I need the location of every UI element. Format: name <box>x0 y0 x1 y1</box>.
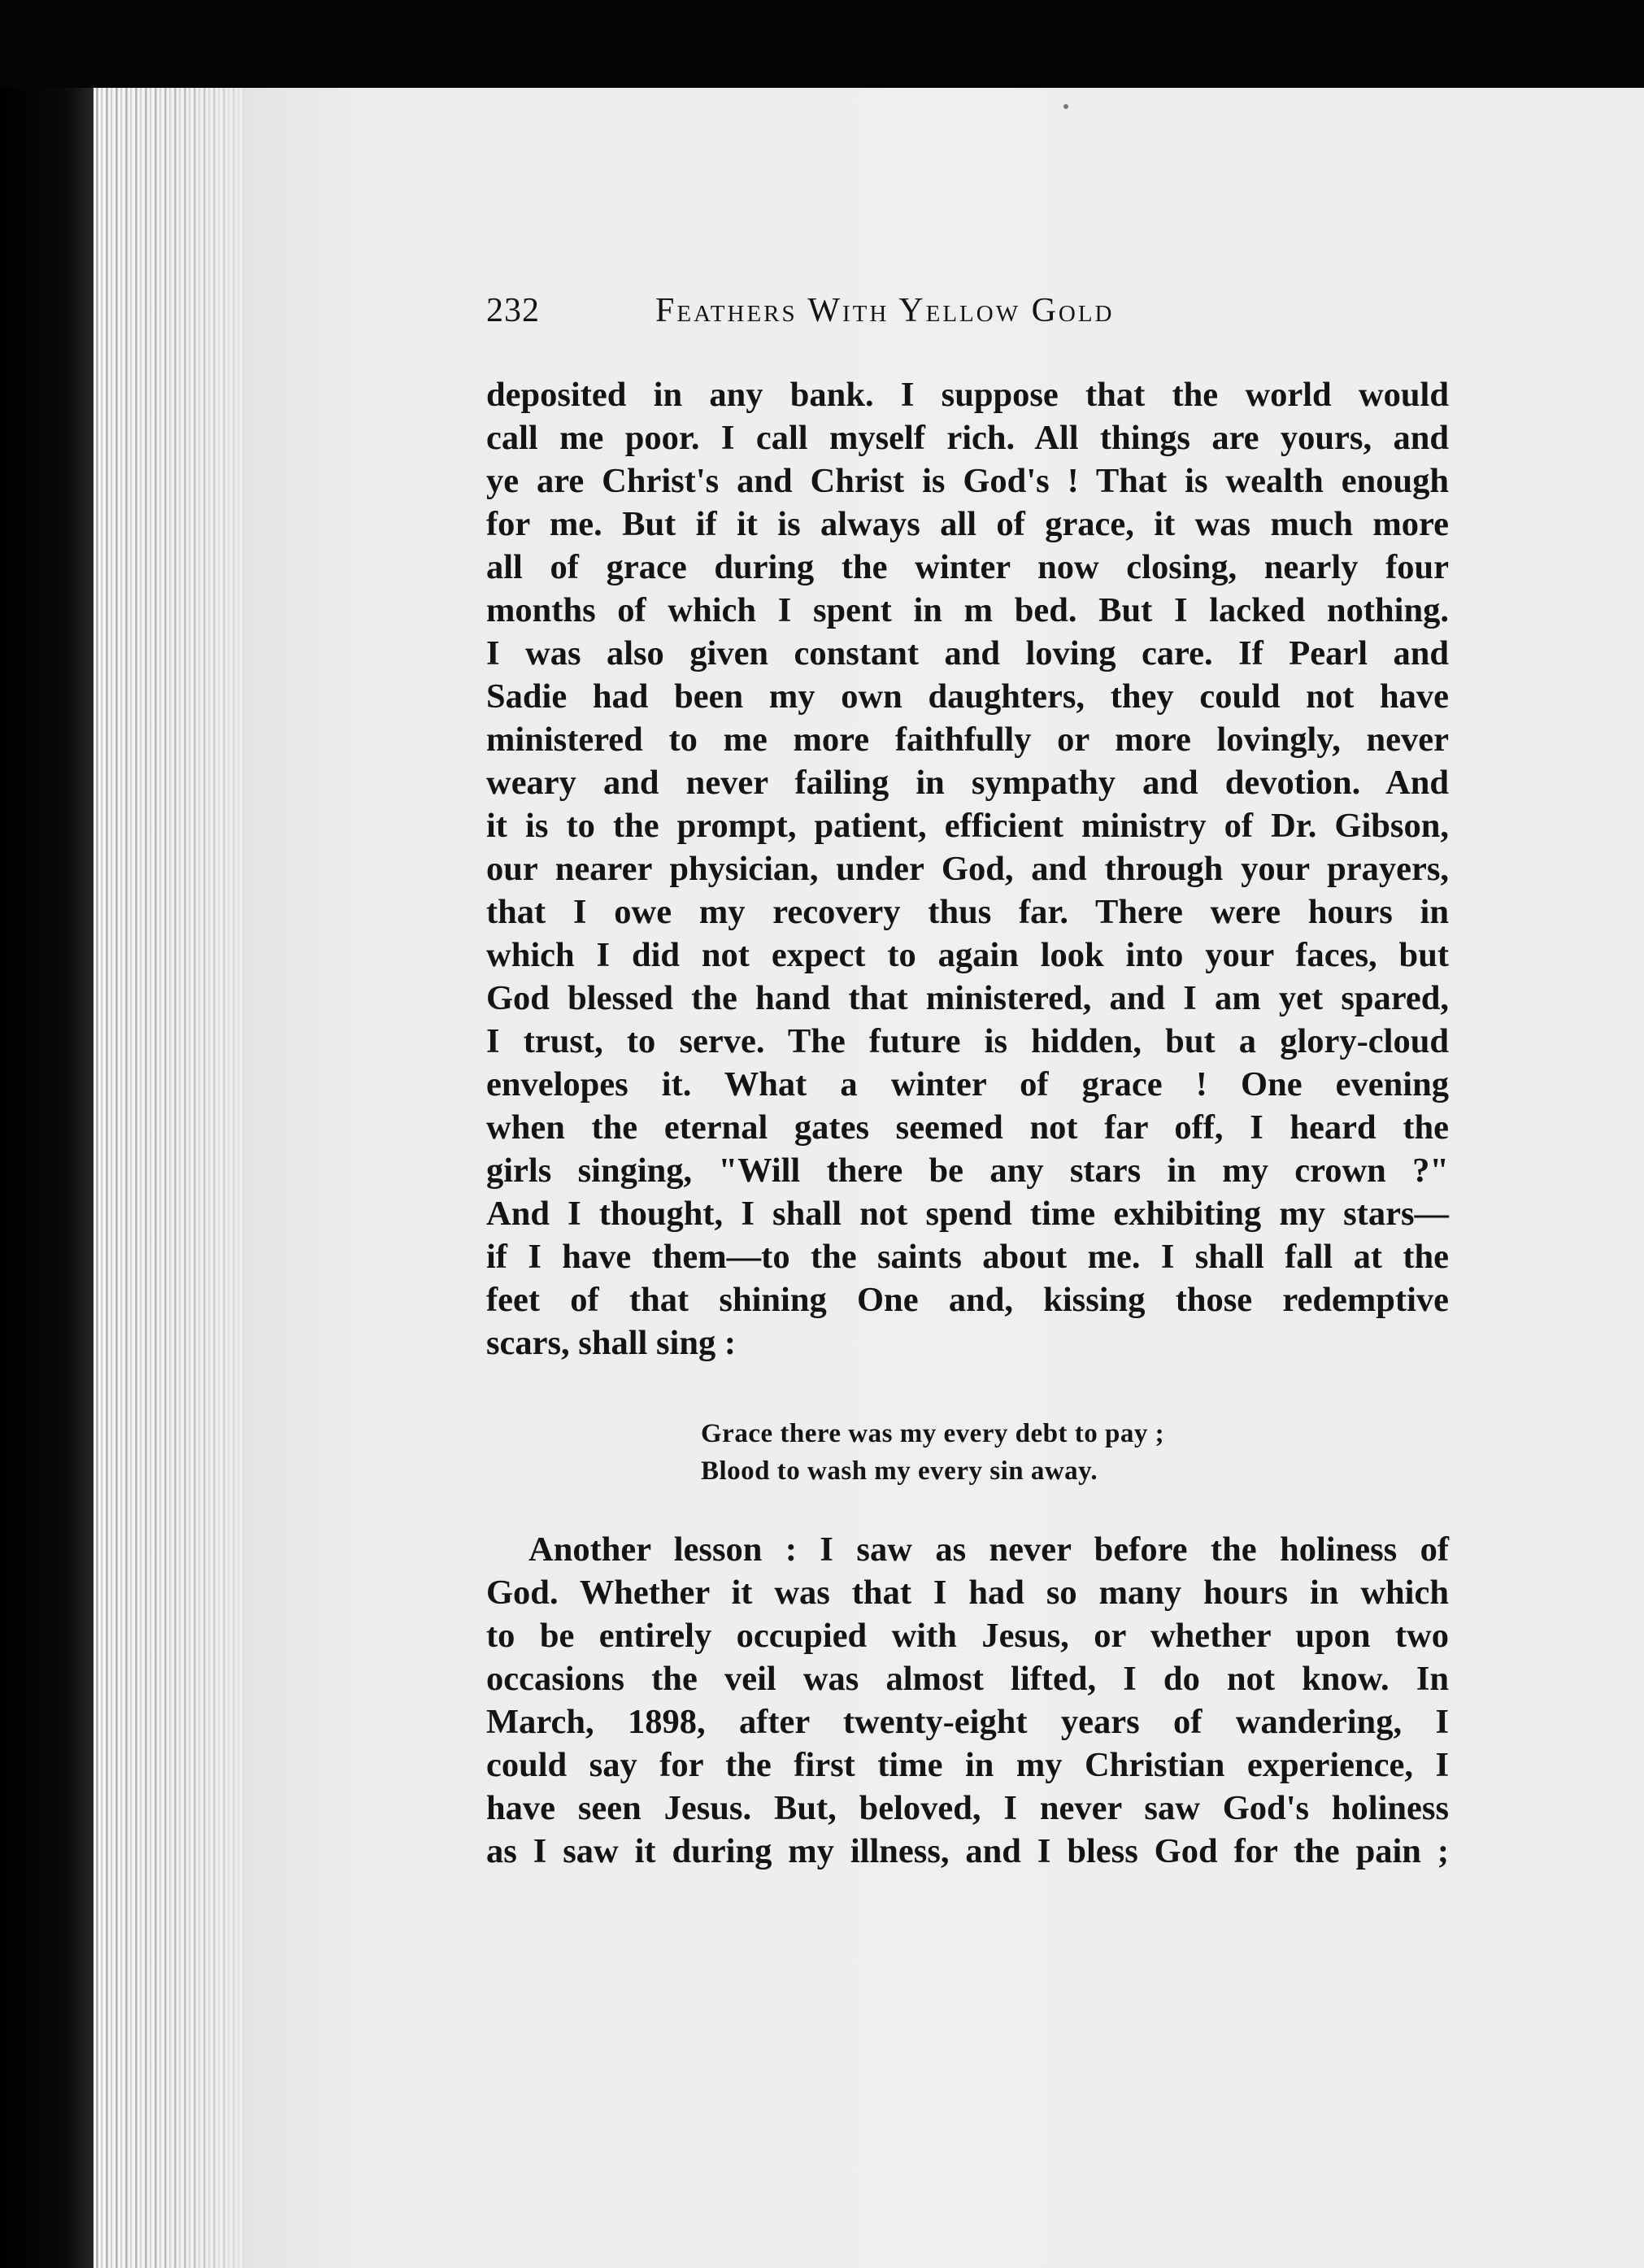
page-stack-shading <box>94 88 256 2268</box>
verse-line: Blood to wash my every sin away. <box>701 1456 1098 1486</box>
body-line: all of grace during the winter now closing, nearly four <box>486 548 1449 586</box>
body-line: could say for the first time in my Christian experience, I <box>486 1746 1449 1784</box>
body-line: God. Whether it was that I had so many hours in which <box>486 1574 1449 1612</box>
body-line: when the eternal gates seemed not far off, I heard the <box>486 1108 1449 1147</box>
body-line: as I saw it during my illness, and I bless God for the pain ; <box>486 1832 1449 1870</box>
body-line: call me poor. I call myself rich. All things are yours, and <box>486 419 1449 457</box>
verse-line: Grace there was my every debt to pay ; <box>701 1419 1165 1448</box>
body-line: envelopes it. What a winter of grace ! One evening <box>486 1065 1449 1104</box>
body-line: if I have them—to the saints about me. I shall fall at the <box>486 1238 1449 1276</box>
body-line: Sadie had been my own daughters, they could not have <box>486 677 1449 716</box>
body-line: scars, shall sing : <box>486 1324 736 1362</box>
body-line: ministered to me more faithfully or more lovingly, never <box>486 720 1449 759</box>
body-line: for me. But if it is always all of grace, it was much more <box>486 505 1449 543</box>
body-line: I trust, to serve. The future is hidden, but a glory-cloud <box>486 1022 1449 1060</box>
body-line: to be entirely occupied with Jesus, or whether upon two <box>486 1617 1449 1655</box>
body-line: Another lesson : I saw as never before the holiness of <box>528 1530 1449 1569</box>
body-line: And I thought, I shall not spend time exhibiting my stars— <box>486 1195 1449 1233</box>
body-line: it is to the prompt, patient, efficient ministry of Dr. Gibson, <box>486 807 1449 845</box>
body-line: weary and never failing in sympathy and devotion. And <box>486 764 1449 802</box>
body-line: occasions the veil was almost lifted, I do not know. In <box>486 1660 1449 1698</box>
page-speck <box>1063 104 1068 109</box>
body-line: feet of that shining One and, kissing those redemptive <box>486 1281 1449 1319</box>
body-line: ye are Christ's and Christ is God's ! That is wealth enough <box>486 462 1449 500</box>
body-line: months of which I spent in m bed. But I lacked nothing. <box>486 591 1449 629</box>
body-line: our nearer physician, under God, and through your prayers, <box>486 850 1449 888</box>
body-line: have seen Jesus. But, beloved, I never saw God's holiness <box>486 1789 1449 1827</box>
running-title: Feathers With Yellow Gold <box>655 292 1115 329</box>
body-line: March, 1898, after twenty-eight years of wandering, I <box>486 1703 1449 1741</box>
body-line: which I did not expect to again look into your faces, but <box>486 936 1449 974</box>
body-line: girls singing, "Will there be any stars in my crown ?" <box>486 1151 1449 1190</box>
body-line: that I owe my recovery thus far. There were hours in <box>486 893 1449 931</box>
scan-left-border <box>0 88 96 2268</box>
body-line: I was also given constant and loving care. If Pearl and <box>486 634 1449 673</box>
scan-top-border <box>0 0 1644 94</box>
page-number: 232 <box>486 292 540 329</box>
body-line: God blessed the hand that ministered, and I am yet spared, <box>486 979 1449 1017</box>
running-head <box>486 291 1299 340</box>
body-line: deposited in any bank. I suppose that the world would <box>486 376 1449 414</box>
